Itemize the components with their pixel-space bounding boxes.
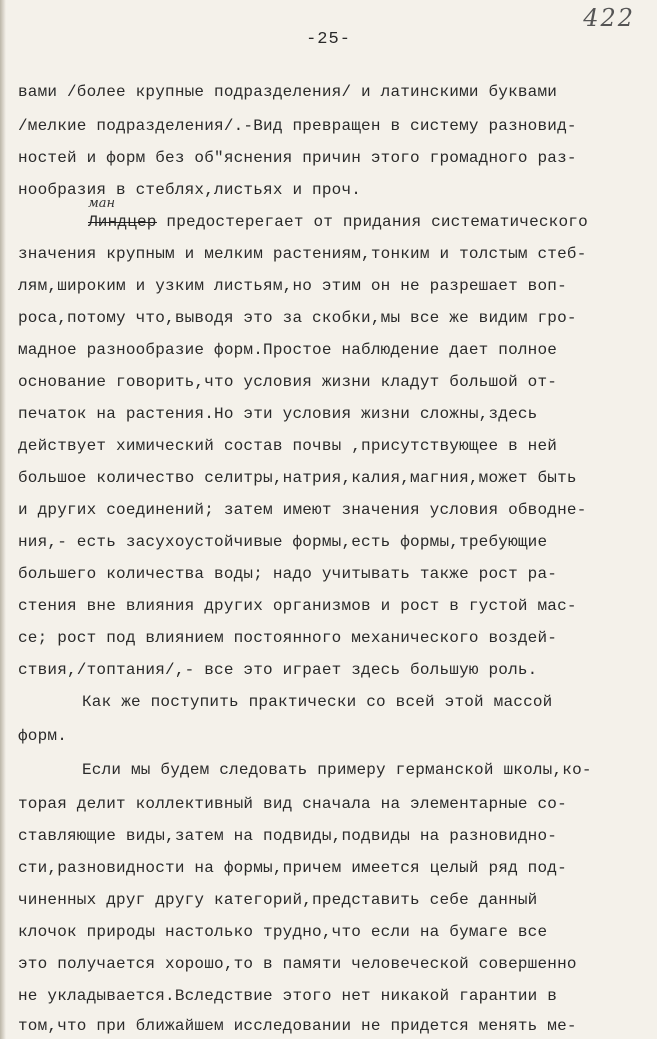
text-line: Как же поступить практически со всей этой массой bbox=[82, 693, 553, 711]
text-line: и других соединений; затем имеют значения условия обводне- bbox=[18, 501, 587, 519]
text-line: стения вне влияния других организмов и рост в густой мас- bbox=[18, 597, 577, 615]
text-line: /мелкие подразделения/.-Вид превращен в систему разновид- bbox=[18, 117, 577, 135]
text-line: торая делит коллективный вид сначала на элементарные со- bbox=[18, 795, 567, 813]
text-line: Если мы будем следовать примеру германской школы,ко- bbox=[82, 761, 592, 779]
text-line: это получается хорошо,то в памяти человеческой совершенно bbox=[18, 955, 577, 973]
text-line: большего количества воды; надо учитывать также рост ра- bbox=[18, 565, 558, 583]
text-line bbox=[88, 212, 645, 232]
text-line: форм. bbox=[18, 727, 68, 745]
page-edge-shadow bbox=[0, 0, 6, 1039]
text-line: печаток на растения.Но эти условия жизни сложны,здесь bbox=[18, 405, 538, 423]
text-line: ставляющие виды,затем на подвиды,подвиды на разновидно- bbox=[18, 827, 558, 845]
text-line: клочок природы настолько трудно,что если на бумаге все bbox=[18, 923, 548, 941]
text-line: ствия,/топтания/,- все это играет здесь большую роль. bbox=[18, 661, 538, 679]
struck-word: Линдцер bbox=[88, 213, 157, 231]
text-line: том,что при ближайшем исследовании не придется менять ме- bbox=[18, 1017, 577, 1035]
text-line: действует химический состав почвы ,присутствующее в ней bbox=[18, 437, 558, 455]
text-line: основание говорить,что условия жизни кладут большой от- bbox=[18, 373, 558, 391]
text-line: не укладывается.Вследствие этого нет никакой гарантии в bbox=[18, 987, 558, 1005]
text-line: лям,широким и узким листьям,но этим он не разрешает воп- bbox=[18, 277, 567, 295]
page-number: -25- bbox=[306, 30, 351, 49]
text-line: се; рост под влиянием постоянного механического воздей- bbox=[18, 629, 558, 647]
text-line: сти,разновидности на формы,причем имеется целый ряд под- bbox=[18, 859, 567, 877]
text-line: большое количество селитры,натрия,калия,магния,может быть bbox=[18, 469, 577, 487]
text-line: мадное разнообразие форм.Простое наблюдение дает полное bbox=[18, 341, 558, 359]
archive-folio-number: 422 bbox=[583, 4, 635, 32]
text-line: ния,- есть засухоустойчивые формы,есть формы,требующие bbox=[18, 533, 548, 551]
handwritten-insertion: ман bbox=[88, 196, 116, 211]
text-line: значения крупным и мелким растениям,тонким и толстым стеб- bbox=[18, 245, 587, 263]
text-line-rest: предостерегает от придания систематического bbox=[156, 213, 588, 231]
text-line: чиненных друг другу категорий,представить себе данный bbox=[18, 891, 538, 909]
text-line: ностей и форм без об"яснения причин этого громадного раз- bbox=[18, 149, 577, 167]
text-line: нообразия в стеблях,листьях и проч. bbox=[18, 181, 362, 199]
text-line: роса,потому что,выводя это за скобки,мы все же видим гро- bbox=[18, 309, 577, 327]
text-line: вами /более крупные подразделения/ и латинскими буквами bbox=[18, 83, 558, 101]
